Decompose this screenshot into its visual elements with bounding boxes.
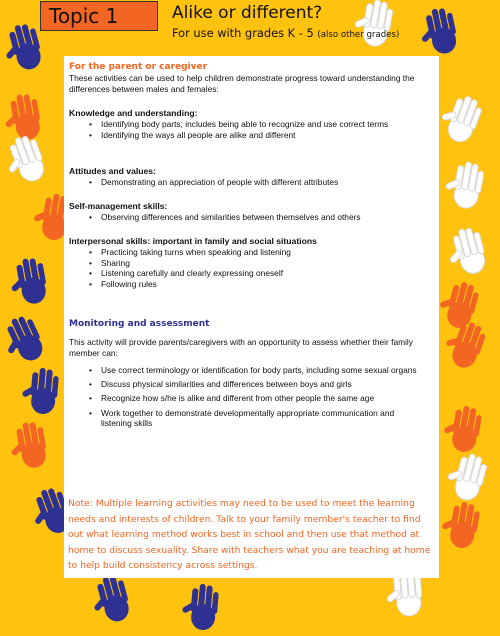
list-item: • Observing differences and similarities between themselves and others [69,212,419,223]
handprint-icon [432,86,494,152]
handprint-icon [178,578,229,636]
monitoring-list [69,365,424,429]
handprint-icon [4,250,59,311]
list-item: • Work together to demonstrate developmentally appropriate communication and listening skills [69,408,424,429]
self-management-list [69,212,419,223]
grade-range-text: For use with grades K - 5 [172,26,314,40]
handprint-icon [440,154,495,215]
list-item: • Demonstrating an appreciation of people with different attributes [69,177,419,188]
interpersonal-list [69,247,419,289]
handprint-icon [436,494,491,555]
note-paragraph: Note: Multiple learning activities may need to be used to meet the learning needs and interests of children. Talk to your family member's teacher to find out what learning method works best in school and then use that method at home to discuss sexuality. Share with teachers what you are teaching at home to help build consistency across settings. [68,498,431,572]
section-heading-knowledge: Knowledge and understanding: [69,108,198,118]
section-heading-attitudes: Attitudes and values: [69,166,156,176]
monitoring-heading: Monitoring and assessment [69,319,210,329]
parent-intro: These activities can be used to help children demonstrate progress toward understanding the differences between males and females: [69,73,415,94]
page-title: Alike or different? [172,3,323,23]
knowledge-list [69,119,419,140]
page-subtitle [172,26,399,40]
list-item: • Sharing [69,258,419,269]
handprint-icon [18,362,69,420]
list-item: • Practicing taking turns when speaking and listening [69,247,419,258]
parent-heading: For the parent or caregiver [69,62,208,72]
list-item: • Identifying the ways all people are alike and different [69,130,419,141]
list-item: • Following rules [69,279,419,290]
grade-note-text: (also other grades) [317,30,400,40]
list-item: • Use correct terminology or identification for body parts, including some sexual organs [69,365,424,376]
list-item: • Identifying body parts; includes being able to recognize and use correct terms [69,119,419,130]
monitoring-intro: This activity will provide parents/caregivers with an opportunity to assess whether their family member can: [69,337,413,358]
attitudes-list [69,177,419,188]
section-heading-interpersonal: Interpersonal skills: important in family and social situations [69,236,317,246]
list-item: • Listening carefully and clearly expressing oneself [69,268,419,279]
topic-label: Topic 1 [40,1,158,31]
handprint-icon [4,414,59,475]
section-heading-self-management: Self-management skills: [69,201,168,211]
list-item: • Discuss physical similarities and differences between boys and girls [69,379,424,390]
list-item: • Recognize how s/he is alike and different from other people the same age [69,393,424,404]
handprint-icon [413,0,469,62]
